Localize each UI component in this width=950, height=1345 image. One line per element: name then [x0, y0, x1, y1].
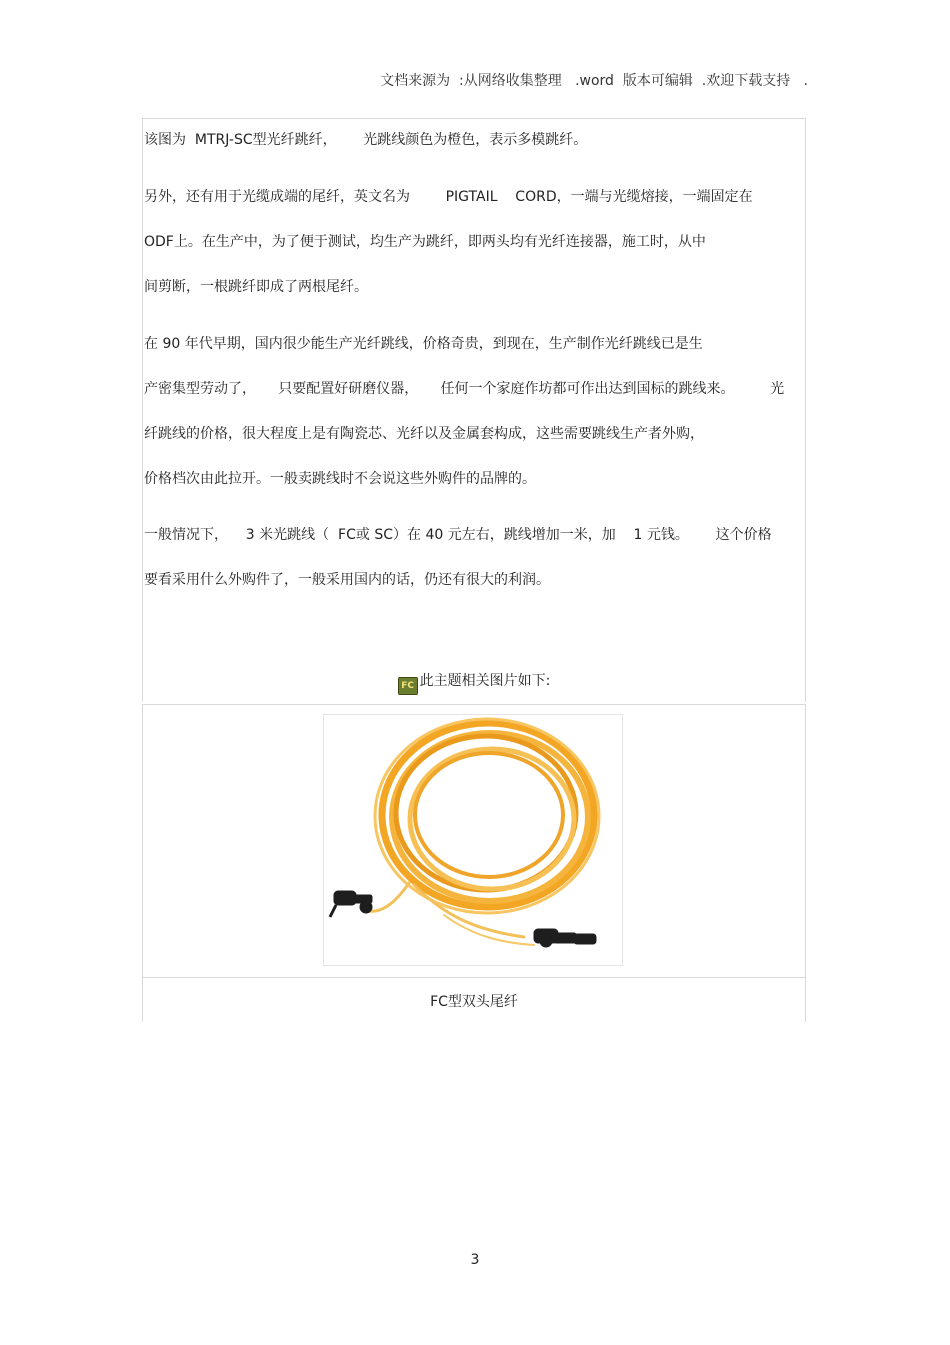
- body-line: 一般情况下， 3 米光跳线（ FC或 SC）在 40 元左右，跳线增加一米，加 1 元钱。 这个价格: [144, 527, 772, 543]
- image-attachment-icon: FC: [398, 677, 418, 695]
- body-line: 产密集型劳动了， 只要配置好研磨仪器， 任何一个家庭作坊都可作出达到国标的跳线来。 光: [144, 381, 785, 397]
- body-line: 纤跳线的价格，很大程度上是有陶瓷芯、光纤以及金属套构成，这些需要跳线生产者外购，: [144, 426, 704, 442]
- related-images-text: 此主题相关图片如下:: [419, 673, 551, 689]
- fiber-pigtail-photo: [323, 714, 623, 966]
- body-line: 要看采用什么外购件了，一般采用国内的话，仍还有很大的利润。: [144, 572, 550, 588]
- document-source-header: 文档来源为 :从网络收集整理 .word 版本可编辑 .欢迎下载支持 .: [380, 73, 808, 89]
- body-line: 在 90 年代早期，国内很少能生产光纤跳线，价格奇贵，到现在，生产制作光纤跳线已是生: [144, 336, 703, 352]
- page-number: 3: [470, 1252, 480, 1268]
- related-images-label: [142, 670, 806, 695]
- body-line: 该图为 MTRJ-SC型光纤跳纤， 光跳线颜色为橙色，表示多模跳纤。: [144, 132, 588, 148]
- body-line: 价格档次由此拉开。一般卖跳线时不会说这些外购件的品牌的。: [144, 471, 536, 487]
- body-line: ODF上。在生产中，为了便于测试，均生产为跳纤，即两头均有光纤连接器，施工时，从中: [144, 234, 706, 250]
- body-line: 间剪断，一根跳纤即成了两根尾纤。: [144, 279, 368, 295]
- photo-caption: FC型双头尾纤: [430, 994, 518, 1010]
- body-line: 另外，还有用于光缆成端的尾纤，英文名为 PIGTAIL CORD，一端与光缆熔接，一端固定在: [144, 189, 753, 205]
